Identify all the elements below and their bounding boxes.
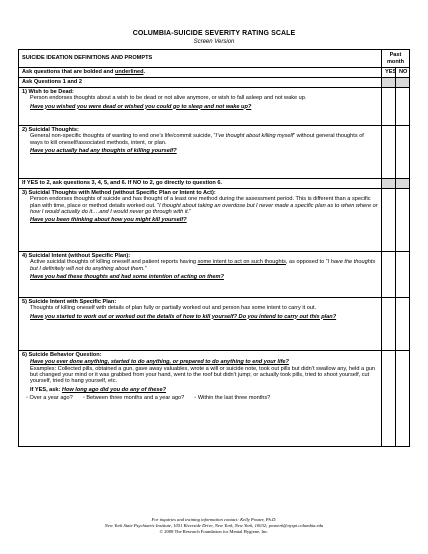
q4-yes-box[interactable] [382,252,396,298]
section-title: SUICIDE IDEATION DEFINITIONS AND PROMPTS [19,50,382,68]
branch-instruction: If YES to 2, ask questions 3, 4, 5, and 6. If NO to 2, go directly to question 6. [19,179,382,189]
q6-timeframe-options [22,395,378,401]
ask-q1-q2-instruction: Ask Questions 1 and 2 [19,78,382,88]
option-over-year[interactable]: ◦ Over a year ago? [26,395,73,401]
document-subtitle: Screen Version [193,39,235,45]
q3-no-box[interactable] [396,189,410,252]
q4-title: 4) Suicidal Intent (without Specific Plan): [22,253,131,259]
q6-title: 6) Suicide Behavior Question: [22,352,102,358]
footer-contact: For inquiries and training information contact: Kelly Posner, Ph.D. [151,517,277,522]
question-row-1 [19,88,410,126]
shaded-cell [396,179,410,189]
q2-yes-box[interactable] [382,126,396,179]
past-month-header: Past month [382,50,410,68]
question-row-6 [19,351,410,447]
q5-yes-box[interactable] [382,298,396,351]
document-title: COLUMBIA-SUICIDE SEVERITY RATING SCALE [132,30,296,37]
question-row-4 [19,252,410,298]
q2-definition: General non-specific thoughts of wanting to end one’s life/commit suicide, “I’ve thought about killing myself” without general thoughts of ways to kill oneself/associated methods, intent, or plan. [30,133,364,146]
q6-no-box[interactable] [396,351,410,447]
q3-prompt: Have you been thinking about how you might kill yourself? [30,217,187,224]
q5-title: 5) Suicide Intent with Specific Plan: [22,299,117,305]
footer-copyright: © 2008 The Research Foundation for Mental Hygiene, Inc. [159,529,269,534]
q6-examples: Examples: Collected pills, obtained a gun, gave away valuables, wrote a will or suicide note, took out pills but didn’t swallow any, held a gun but changed your mind or it was grabbed from your hand, went to the roof but didn’t jump; or actually took pills, tried to shoot yourself, cut yourself, tried to hang yourself, etc. [30,365,376,385]
option-three-months-to-year[interactable]: ◦ Between three months and a year ago? [83,395,185,401]
question-row-2 [19,126,410,179]
q6-yes-box[interactable] [382,351,396,447]
q3-yes-box[interactable] [382,189,396,252]
shaded-cell [382,179,396,189]
q4-prompt: Have you had these thoughts and had some intention of acting on them? [30,273,224,280]
q3-title: 3) Suicidal Thoughts with Method (without Specific Plan or Intent to Act): [22,190,216,196]
instruction-row: Ask questions that are bolded and underlined. [19,68,382,78]
q4-no-box[interactable] [396,252,410,298]
q1-no-box[interactable] [396,88,410,126]
q1-yes-box[interactable] [382,88,396,126]
shaded-cell [382,78,396,88]
yes-header: YES [382,68,396,78]
option-last-three-months[interactable]: ◦ Within the last three months? [194,395,270,401]
shaded-cell [396,78,410,88]
q4-definition: Active suicidal thoughts of killing oneself and patient reports having some intent to act on such thoughts, as opposed to “I have the thoughts but I definitely will not do anything about them.” [30,259,376,272]
q5-prompt: Have you started to work out or worked out the details of how to kill yourself? Do you intend to carry out this plan? [30,313,337,320]
footer-address: New York State Psychiatric Institute, 1051 Riverside Drive, New York, New York, 10032; posnerk@nyspi.columbia.edu [104,523,324,528]
q5-definition: Thoughts of killing oneself with details of plan fully or partially worked out and person has some intent to carry it out. [30,305,317,312]
question-row-5 [19,298,410,351]
no-header: NO [396,68,410,78]
q1-title: 1) Wish to be Dead: [22,89,74,95]
q6-prompt: Have you ever done anything, started to do anything, or prepared to do anything to end your life? [30,359,289,366]
q1-prompt: Have you wished you were dead or wished you could go to sleep and not wake up? [30,103,252,110]
q6-followup: If YES, ask: How long ago did you do any of these? [30,387,167,394]
q2-no-box[interactable] [396,126,410,179]
q3-definition: Person endorses thoughts of suicide and has thought of a least one method during the assessment period. This is different than a specific plan with time, place or method details worked out. “I thought about taking an overdose but I never made a specific plan as to when where or how I would actually do it….and I would never go through with it.” [30,196,378,215]
q5-no-box[interactable] [396,298,410,351]
cssrs-table [18,49,410,447]
q2-title: 2) Suicidal Thoughts: [22,127,79,133]
q1-definition: Person endorses thoughts about a wish to be dead or not alive anymore, or wish to fall asleep and not wake up. [30,95,307,102]
document-footer [0,517,428,535]
q2-prompt: Have you actually had any thoughts of killing yourself? [30,147,177,154]
question-row-3 [19,189,410,252]
